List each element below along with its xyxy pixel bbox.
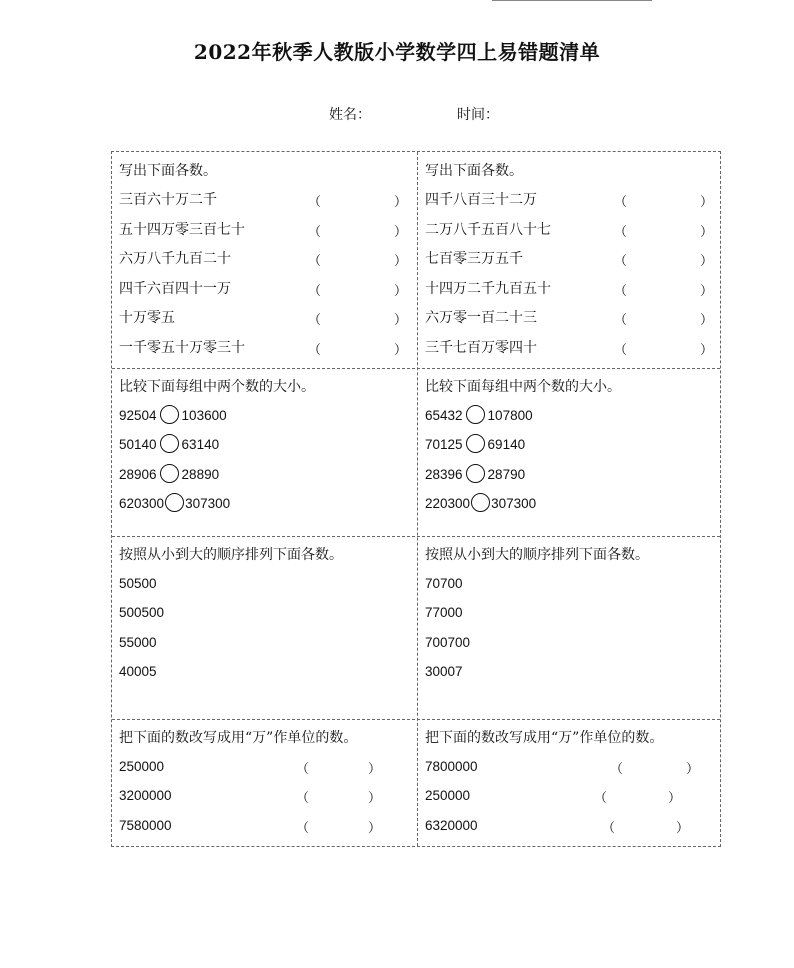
answer-blank-close: ）: [700, 283, 714, 299]
answer-blank-open[interactable]: （: [308, 254, 322, 270]
page-title: 2022年秋季人教版小学数学四上易错题清单: [193, 40, 601, 64]
answer-blank-open[interactable]: （: [610, 762, 624, 777]
answer-blank-open[interactable]: （: [614, 254, 628, 270]
compare-row: [425, 436, 525, 455]
compare-row: [119, 466, 219, 485]
answer-blank-close: ）: [368, 791, 382, 807]
compare-circle[interactable]: [160, 434, 179, 453]
answer-blank-open[interactable]: （: [614, 343, 628, 358]
name-label: 姓名：: [329, 107, 371, 123]
write-number-item: 四千六百四十一万: [119, 280, 231, 297]
section3-left-heading: 按照从小到大的顺序排列下面各数。: [119, 547, 343, 563]
answer-blank-open[interactable]: （: [308, 283, 322, 299]
section-divider: [112, 368, 720, 369]
order-number: 77000: [425, 605, 463, 621]
answer-blank-close: ）: [668, 791, 682, 807]
compare-number-b: 307300: [491, 496, 537, 512]
compare-row: [425, 495, 536, 514]
write-number-item: 四千八百三十二万: [425, 192, 537, 208]
answer-blank-close: ）: [394, 195, 408, 210]
answer-blank-open[interactable]: （: [296, 791, 310, 807]
answer-blank-open[interactable]: （: [308, 343, 322, 358]
section4-left-heading: 把下面的数改写成用“万”作单位的数。: [119, 730, 358, 746]
answer-blank-open[interactable]: （: [296, 762, 310, 777]
exercise-grid: [111, 151, 721, 847]
answer-blank-close: ）: [394, 343, 408, 358]
write-number-item: 十四万二千九百五十: [425, 280, 551, 297]
order-number: 700700: [425, 634, 471, 650]
answer-blank-open[interactable]: （: [296, 820, 310, 836]
answer-blank-close: ）: [394, 283, 408, 299]
section1-right-heading: 写出下面各数。: [425, 163, 523, 179]
answer-blank-open[interactable]: （: [614, 283, 628, 299]
compare-circle[interactable]: [466, 464, 485, 483]
time-label: 时间：: [457, 107, 499, 123]
compare-number-b: 28790: [487, 466, 526, 482]
answer-blank-close: ）: [394, 313, 408, 329]
order-number: 55000: [119, 634, 157, 650]
answer-blank-close: ）: [394, 224, 408, 240]
section-divider: [112, 719, 720, 720]
compare-number-a: 620300: [119, 496, 165, 512]
order-number: 40005: [119, 663, 157, 679]
write-number-item: 五十四万零三百七十: [119, 221, 245, 238]
compare-number-b: 28890: [181, 466, 220, 482]
compare-number-a: 28906: [119, 466, 157, 482]
write-number-item: 三千七百万零四十: [425, 340, 537, 356]
answer-blank-close: ）: [676, 820, 690, 836]
answer-blank-close: ）: [700, 195, 714, 210]
section2-left-heading: 比较下面每组中两个数的大小。: [119, 379, 315, 395]
write-number-item: 三百六十万二千: [119, 192, 217, 208]
compare-number-a: 70125: [425, 437, 463, 453]
section3-right-heading: 按照从小到大的顺序排列下面各数。: [425, 547, 649, 563]
compare-number-a: 65432: [425, 408, 463, 424]
section-divider: [112, 536, 720, 537]
write-number-item: 十万零五: [119, 310, 175, 327]
rewrite-number: 6320000: [425, 817, 478, 833]
column-divider: [417, 152, 418, 846]
answer-blank-open[interactable]: （: [614, 224, 628, 240]
rewrite-number: 3200000: [119, 788, 172, 804]
compare-number-b: 103600: [181, 408, 227, 424]
compare-number-b: 63140: [181, 437, 220, 453]
rewrite-number: 250000: [119, 759, 165, 774]
compare-row: [425, 407, 533, 426]
answer-blank-open[interactable]: （: [308, 313, 322, 329]
order-number: 30007: [425, 663, 463, 679]
compare-circle[interactable]: [160, 464, 179, 483]
answer-blank-close: ）: [700, 254, 714, 270]
write-number-item: 一千零五十万零三十: [119, 340, 245, 356]
compare-number-b: 69140: [487, 437, 526, 453]
compare-row: [119, 407, 227, 426]
answer-blank-close: ）: [394, 254, 408, 270]
answer-blank-open[interactable]: （: [614, 195, 628, 210]
answer-blank-open[interactable]: （: [308, 224, 322, 240]
compare-number-a: 50140: [119, 437, 157, 453]
answer-blank-close: ）: [700, 313, 714, 329]
compare-circle[interactable]: [165, 493, 184, 512]
write-number-item: 七百零三万五千: [425, 251, 523, 268]
compare-row: [119, 436, 219, 455]
answer-blank-open[interactable]: （: [614, 313, 628, 329]
answer-blank-close: ）: [686, 762, 700, 777]
answer-blank-close: ）: [368, 762, 382, 777]
answer-blank-close: ）: [368, 820, 382, 836]
order-number: 50500: [119, 576, 157, 591]
section2-right-heading: 比较下面每组中两个数的大小。: [425, 379, 621, 395]
answer-blank-open[interactable]: （: [308, 195, 322, 210]
compare-row: [425, 466, 525, 485]
compare-circle[interactable]: [466, 434, 485, 453]
write-number-item: 二万八千五百八十七: [425, 221, 551, 238]
compare-circle[interactable]: [471, 493, 490, 512]
answer-blank-close: ）: [700, 224, 714, 240]
answer-blank-open[interactable]: （: [602, 820, 616, 836]
answer-blank-close: ）: [700, 343, 714, 358]
compare-row: [119, 495, 230, 514]
section4-right-heading: 把下面的数改写成用“万”作单位的数。: [425, 730, 664, 746]
write-number-item: 六万零一百二十三: [425, 310, 537, 327]
compare-number-a: 28396: [425, 466, 463, 482]
compare-circle[interactable]: [160, 405, 179, 424]
answer-blank-open[interactable]: （: [594, 791, 608, 807]
compare-number-b: 107800: [487, 408, 533, 424]
header-rule: [492, 0, 652, 1]
compare-number-a: 220300: [425, 496, 471, 512]
section1-left-heading: 写出下面各数。: [119, 163, 217, 179]
compare-number-a: 92504: [119, 408, 157, 424]
rewrite-number: 7800000: [425, 759, 478, 774]
rewrite-number: 250000: [425, 788, 471, 804]
compare-number-b: 307300: [185, 496, 231, 512]
write-number-item: 六万八千九百二十: [119, 251, 231, 268]
compare-circle[interactable]: [466, 405, 485, 424]
rewrite-number: 7580000: [119, 817, 172, 833]
order-number: 500500: [119, 605, 165, 621]
order-number: 70700: [425, 576, 463, 591]
